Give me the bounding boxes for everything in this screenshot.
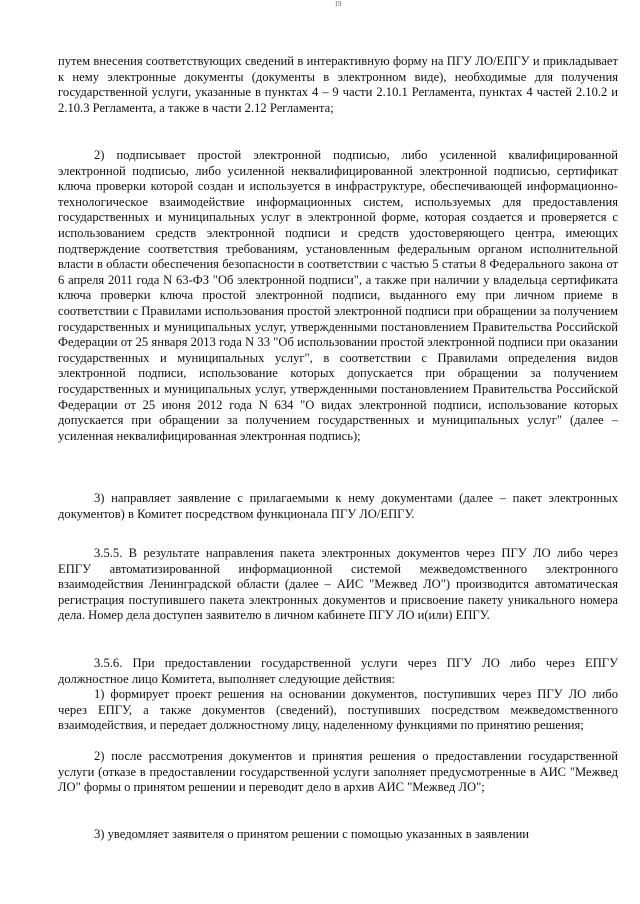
paragraph-section-3-5-6-item-1: 1) формирует проект решения на основании документов, поступивших через ПГУ ЛО либо через ЕПГУ, а также документов (сведений), поступивших посредством межведомственного взаимодействия, и передает должностному лицу, наделенному функциями по принятию решения; xyxy=(58,687,618,733)
paragraph-continuation: путем внесения соответствующих сведений в интерактивную форму на ПГУ ЛО/ЕПГУ и прикладывает к нему электронные документы (документы в электронном виде), необходимые для получения государственной услуги, указанные в пунктах 4 – 9 части 2.10.1 Регламента, пунктах 4 частей 2.10.2 и 2.10.3 Регламента, а также в части 2.12 Регламента; xyxy=(58,54,618,115)
page-number: 19 xyxy=(334,0,342,8)
paragraph-item-2-signature: 2) подписывает простой электронной подписью, либо усиленной квалифицированной электронной подписью, либо усиленной неквалифицированной электронной подписью, сертификат ключа проверки которой создан и используется в инфраструктуре, обеспечивающей информационно-технологическое взаимодействие информационных систем, используемых для предоставления государственных и муниципальных услуг в электронной форме, которая создается и проверяется с использованием средств электронной подписи и средств удостоверяющего центра, имеющих подтверждение соответствия требованиям, установленным федеральным органом исполнительной власти в области обеспечения безопасности в соответствии с частью 5 статьи 8 Федерального закона от 6 апреля 2011 года N 63-ФЗ "Об электронной подписи", а также при наличии у владельца сертификата ключа проверки ключа простой электронной подписи, выданного ему при личном приеме в соответствии с Правилами использования простой электронной подписи при обращении за получением государственных и муниципальных услуг, утвержденными постановлением Правительства Российской Федерации от 25 января 2013 года N 33 "Об использовании простой электронной подписи при оказании государственных и муниципальных услуг", в соответствии с Правилами определения видов электронной подписи, использование которых допускается при обращении за получением государственных и муниципальных услуг, утвержденными постановлением Правительства Российской Федерации от 25 июня 2012 года N 634 "О видах электронной подписи, использование которых допускается при обращении за получением государственных и муниципальных услуг" (далее – усиленная неквалифицированная электронная подпись); xyxy=(58,148,618,443)
paragraph-section-3-5-5: 3.5.5. В результате направления пакета электронных документов через ПГУ ЛО либо через ЕПГУ автоматизированной информационной системой межведомственного электронного взаимодействия Ленинградской области (далее – АИС "Межвед ЛО") производится автоматическая регистрация поступившего пакета электронных документов и присвоение пакету уникального номера дела. Номер дела доступен заявителю в личном кабинете ПГУ ЛО и(или) ЕПГУ. xyxy=(58,546,618,623)
document-page xyxy=(58,0,618,904)
paragraph-section-3-5-6-item-2: 2) после рассмотрения документов и принятия решения о предоставлении государственной услуги (отказе в предоставлении государственной услуги заполняет предусмотренные в АИС "Межвед ЛО" формы о принятом решении и переводит дело в архив АИС "Межвед ЛО"; xyxy=(58,749,618,795)
paragraph-section-3-5-6: 3.5.6. При предоставлении государственной услуги через ПГУ ЛО либо через ЕПГУ должностное лицо Комитета, выполняет следующие действия: xyxy=(58,656,618,686)
paragraph-item-3-submission: 3) направляет заявление с прилагаемыми к нему документами (далее – пакет электронных документов) в Комитет посредством функционала ПГУ ЛО/ЕПГУ. xyxy=(58,491,618,521)
paragraph-section-3-5-6-item-3: 3) уведомляет заявителя о принятом решении с помощью указанных в заявлении xyxy=(94,827,530,841)
